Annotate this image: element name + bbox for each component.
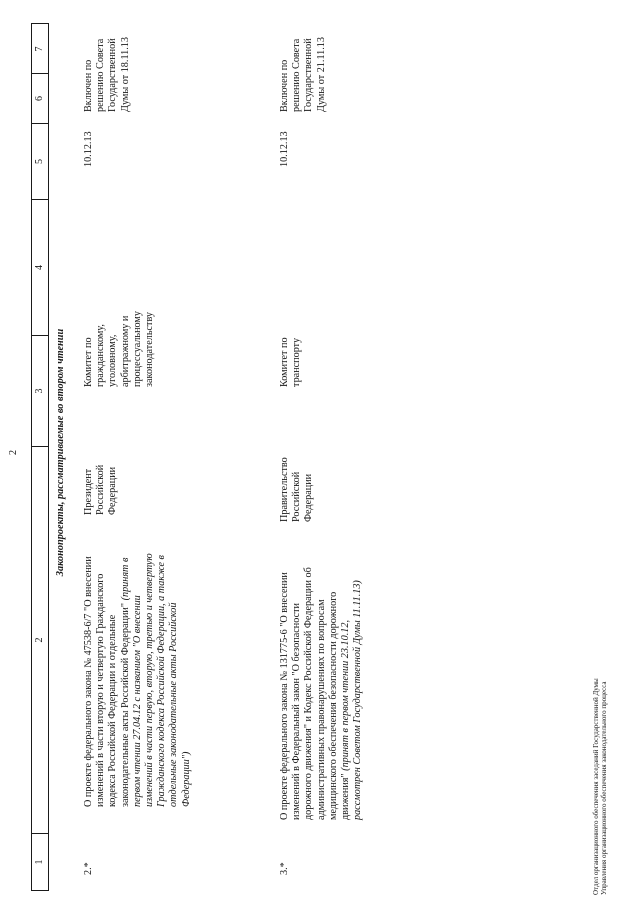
footer-line-1: Отдел организационного обеспечения заседаний Государственной Думы	[592, 678, 600, 895]
column-number: 6	[32, 73, 48, 123]
bill-author: Правительство Российской Федерации	[279, 457, 315, 522]
inclusion-note: Включен по решению Совета Государственной Думы от 18.11.13	[83, 37, 131, 112]
responsible-committee: Комитет по транспорту	[279, 337, 303, 387]
consideration-date: 10.12.13	[83, 131, 94, 167]
responsible-committee: Комитет по гражданскому, уголовному, арбитражному и процессуальному законодательству	[83, 311, 156, 387]
column-number: 2	[32, 446, 48, 833]
column-number: 7	[34, 46, 45, 52]
bill-author: Президент Российской Федерации	[83, 464, 119, 515]
column-number: 3	[32, 335, 48, 446]
bill-title-main: О проекте федерального закона № 47538-6/7 "О внесении изменений в части вторую и четвертую Гражданского кодекса Российской Федерации и отдельные законодательные акты Российской Федерации"	[83, 556, 131, 807]
bill-title-note: (принят в первом чтении 27.04.12 с названием "О внесении изменений в части первую, вторую, третью и четвертую Гражданского кодекса Российской Федерации, а также в отдельные законодательные акты Российской Федерации")	[119, 553, 192, 807]
bill-title	[83, 552, 193, 807]
row-number: 2.*	[83, 862, 94, 875]
section-title: Законопроекты, рассматриваемые во втором чтении	[55, 328, 66, 577]
bill-title	[279, 565, 364, 820]
column-number: 5	[32, 123, 48, 199]
footer-line-2: Управления организационного обеспечения законодательного процесса	[600, 681, 608, 895]
column-number: 1	[32, 833, 48, 890]
bill-title-note: (принят в первом чтении 23.10.12, рассмотрен Советом Государственной Думы 11.11.13)	[340, 580, 364, 820]
page-number: 2	[8, 449, 19, 456]
row-number: 3.*	[279, 862, 290, 875]
inclusion-note: Включен по решению Совета Государственной Думы от 21.11.13	[279, 37, 327, 112]
consideration-date: 10.12.13	[279, 131, 290, 167]
column-header-row	[31, 23, 49, 891]
column-number: 4	[32, 199, 48, 335]
bill-title-main: О проекте федерального закона № 131775-6 "О внесении изменений в Федеральный закон "О безопасности дорожного движения" и Кодекс Российской Федерации об административных правонарушениях по вопросам медицинского обеспечения безопасности дорожного движения"	[279, 567, 352, 820]
